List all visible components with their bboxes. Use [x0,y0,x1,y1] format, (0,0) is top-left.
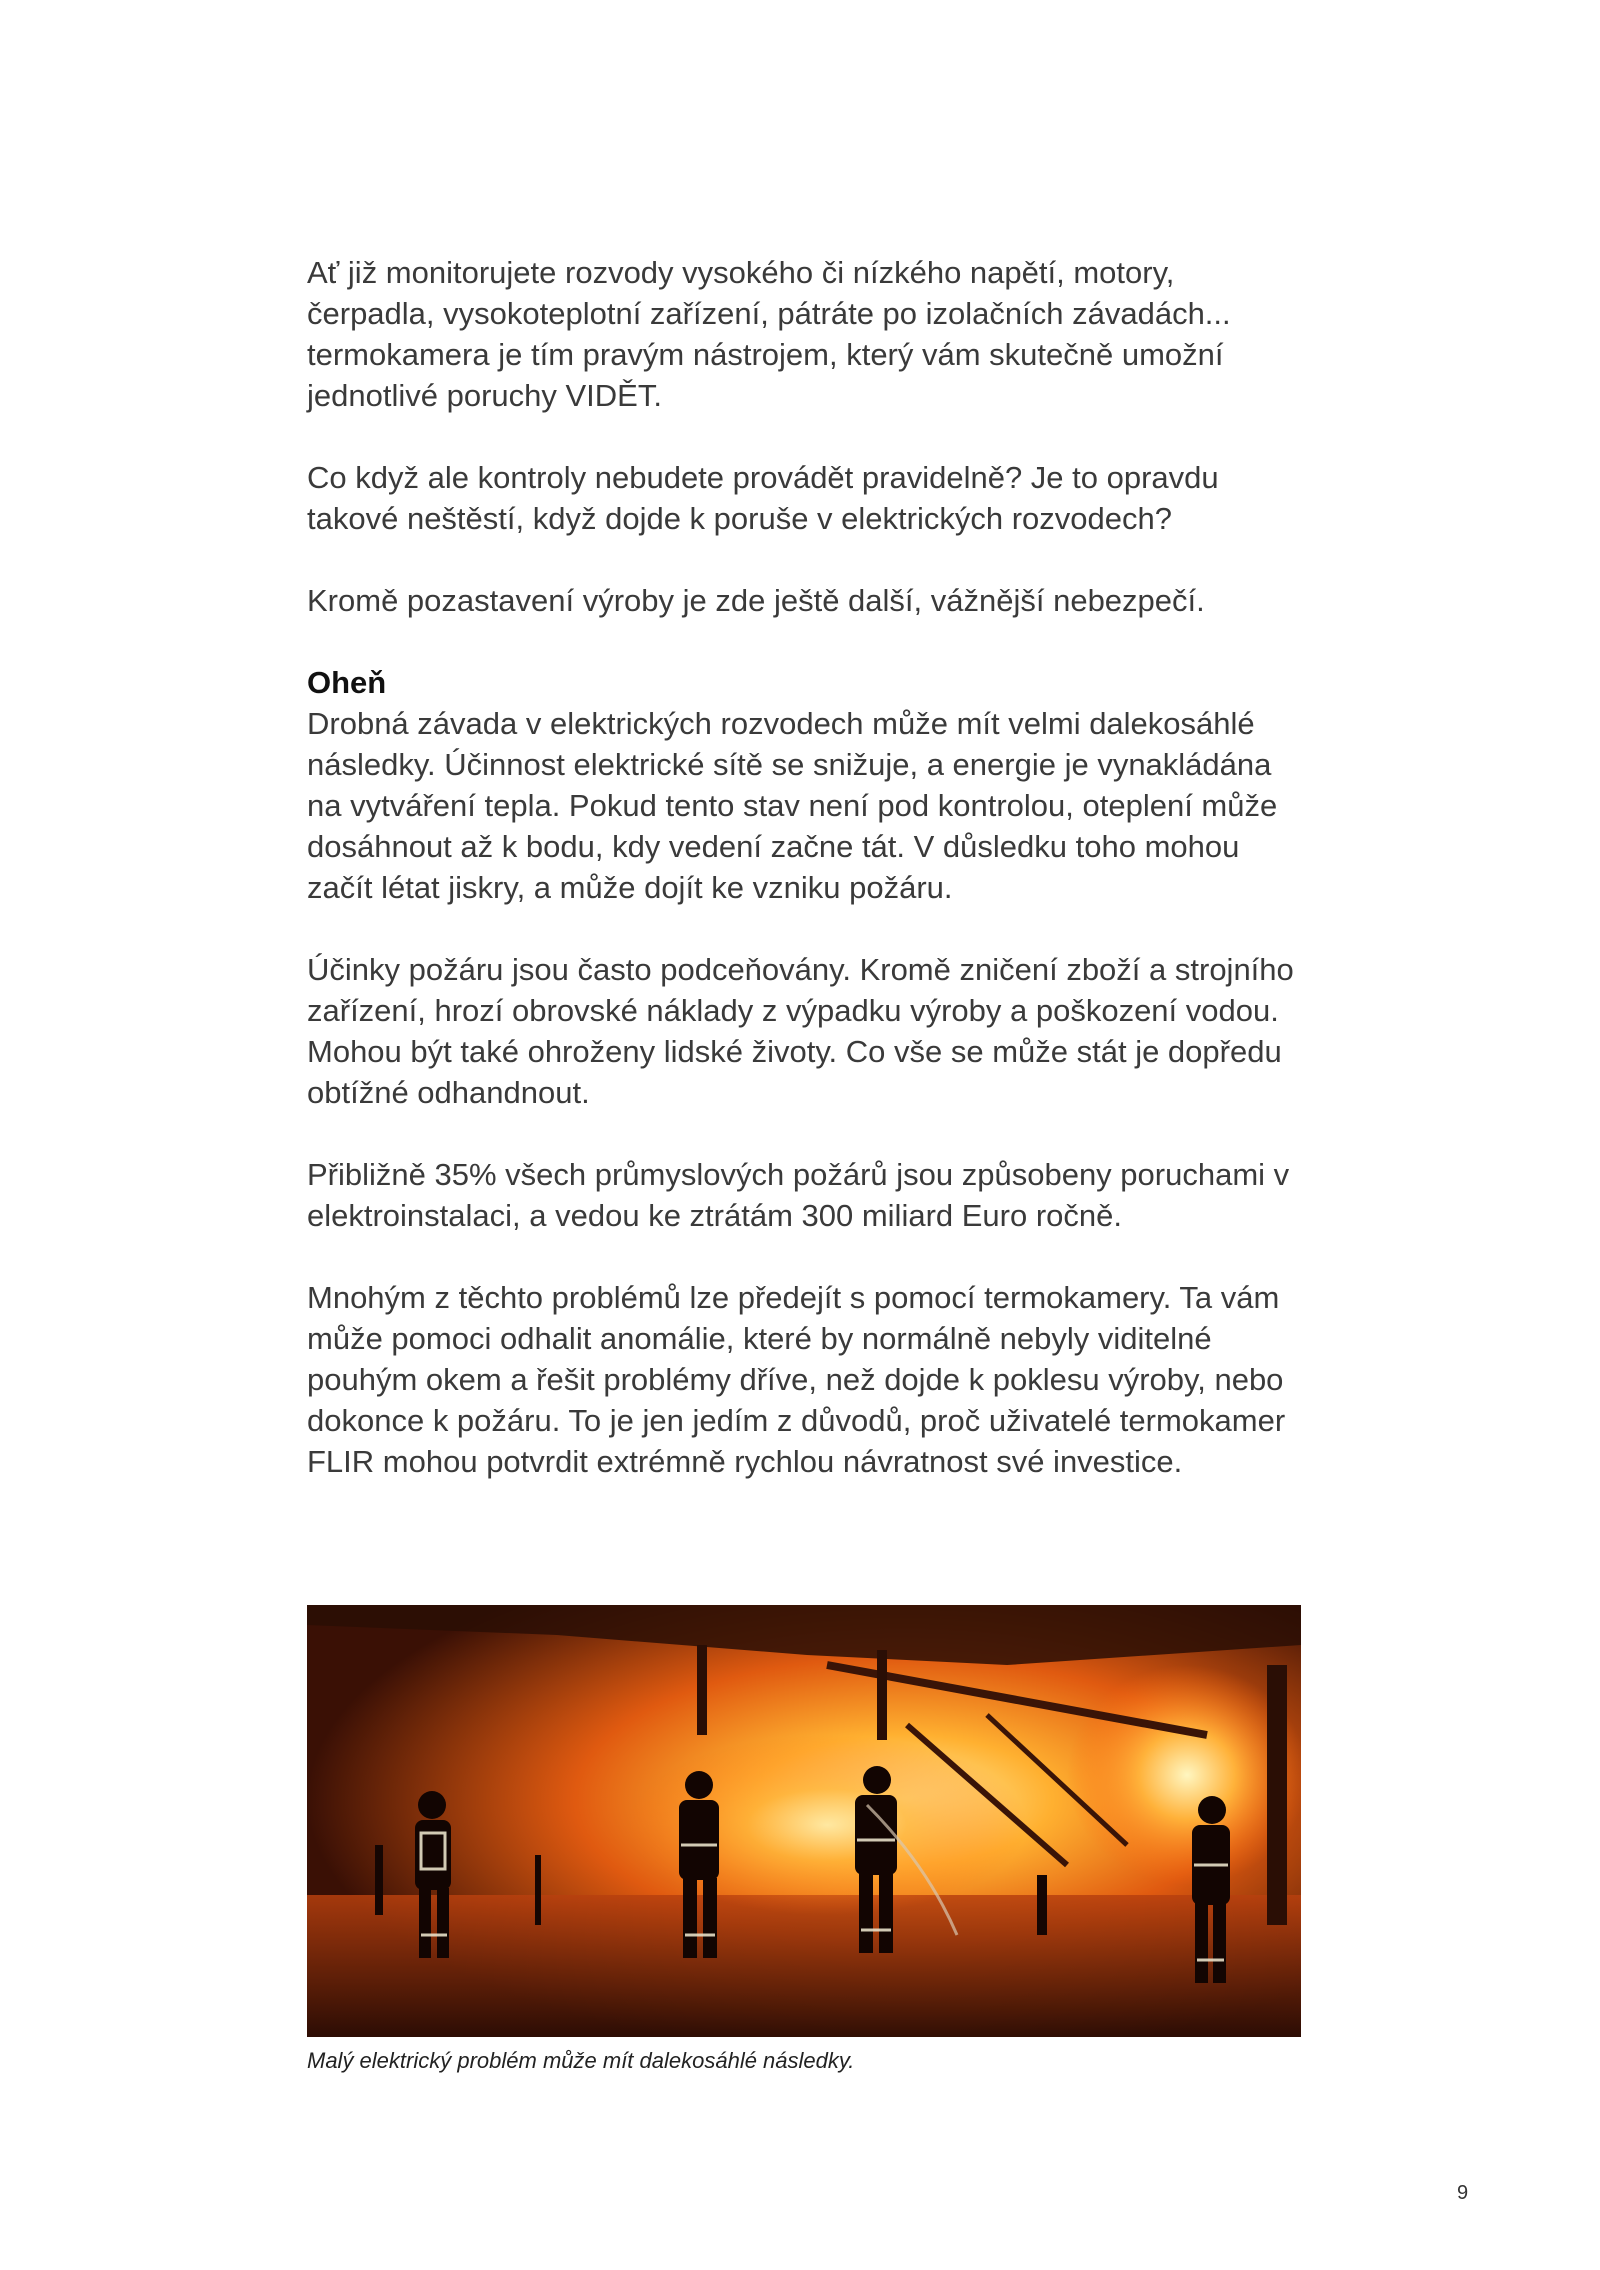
paragraph-prevention: Mnohým z těchto problémů lze předejít s pomocí termokamery. Ta vám může pomoci odhalit anomálie, které by normálně nebyly viditelné pouhým okem a řešit problémy dříve, než dojde k poklesu výroby, nebo dokonce k požáru. To je jen jedím z důvodů, proč uživatelé termokamer FLIR mohou potvrdit extrémně rychlou návratnost své investice. [307,1280,1286,1479]
paragraph-fire-effects: Účinky požáru jsou často podceňovány. Kromě zničení zboží a strojního zařízení, hrozí obrovské náklady z výpadku výroby a poškození vodou. Mohou být také ohroženy lidské životy. Co vše se může stát je dopředu obtížné odhandnout. [307,952,1294,1110]
section-heading: Oheň [307,665,387,700]
page-number: 9 [1457,2182,1469,2204]
paragraph-question: Co když ale kontroly nebudete provádět pravidelně? Je to opravdu takové neštěstí, když dojde k poruše v elektrických rozvodech? [307,460,1219,536]
body-text [307,252,1307,1523]
fire-photo [307,1605,1301,2037]
photo-caption: Malý elektrický problém může mít dalekosáhlé následky. [307,2048,855,2073]
paragraph-danger: Kromě pozastavení výroby je zde ještě další, vážnější nebezpečí. [307,583,1205,618]
paragraph-intro: Ať již monitorujete rozvody vysokého či nízkého napětí, motory, čerpadla, vysokoteplotní zařízení, pátráte po izolačních závadách... termokamera je tím pravým nástrojem, který vám skutečně umožní jednotlivé poruchy VIDĚT. [307,255,1231,413]
paragraph-fire-cause: Drobná závada v elektrických rozvodech může mít velmi dalekosáhlé následky. Účinnost elektrické sítě se snižuje, a energie je vynakládána na vytváření tepla. Pokud tento stav není pod kontrolou, oteplení může dosáhnout až k bodu, kdy vedení začne tát. V důsledku toho mohou začít létat jiskry, a může dojít ke vzniku požáru. [307,706,1278,905]
firefighters-illustration [307,1605,1301,2037]
paragraph-statistics: Přibližně 35% všech průmyslových požárů jsou způsobeny poruchami v elektroinstalaci, a vedou ke ztrátám 300 miliard Euro ročně. [307,1157,1290,1233]
